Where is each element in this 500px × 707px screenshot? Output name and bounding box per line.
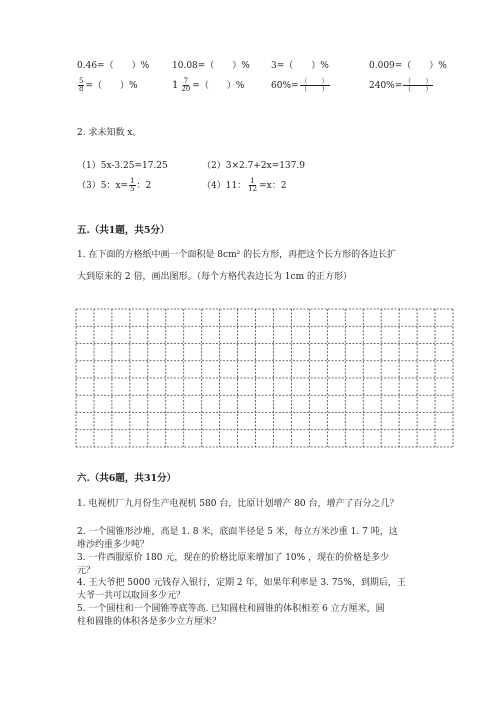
fraction-numerator: 5 [79, 77, 84, 85]
question-2-title: 2. 求未知数 x。 [77, 128, 142, 138]
fraction-denominator: 12 [248, 185, 258, 193]
section-6-question-1: 1. 电视机厂九月份生产电视机 580 台，比原计划增产 80 台，增产了百分之几？ [77, 499, 399, 509]
equation-4 [202, 178, 286, 193]
percent-prefix: 60%= [271, 81, 299, 91]
section-6-question-4 [77, 577, 482, 603]
conversion-240-percent [369, 78, 434, 93]
fraction [180, 78, 191, 93]
equation-4-left: （4）11： [202, 181, 247, 191]
conversion-1-7-20 [172, 78, 244, 93]
conversion-10.08: 10.08=（ ）% [172, 61, 250, 71]
section-5-title: 五.（共1题，共5分） [77, 225, 170, 236]
mixed-whole: 1 [172, 80, 179, 91]
section-5-question [77, 244, 477, 288]
conversion-60-percent [271, 78, 331, 93]
conversion-blank: =（ ）% [85, 81, 138, 91]
question-4-line-2: 大爷一共可以取回多少元？ [77, 591, 186, 601]
fraction-denominator: 5 [130, 185, 135, 193]
fraction-numerator: 7 [183, 77, 189, 85]
fraction-numerator: （ ） [300, 77, 329, 85]
section-6-question-2 [77, 526, 482, 552]
fraction-numerator: 1 [130, 177, 135, 185]
equation-3-left: （3）5：x= [77, 181, 129, 191]
grid-paper[interactable] [75, 308, 454, 451]
conversion-5-8 [77, 78, 138, 93]
fraction-numerator: 1 [250, 177, 255, 185]
fraction [129, 178, 135, 193]
fraction [403, 78, 433, 93]
fraction [78, 78, 84, 93]
question-2-line-1: 2. 一个圆锥形沙堆，高是 1. 8 米，底面半径是 5 米，每立方米沙重 1. 7 吨，这 [77, 527, 398, 537]
fraction-denominator: （ ） [300, 85, 329, 93]
question-3-line-1: 3. 一件西服原价 180 元，现在的价格比原来增加了 10% ，现在的价格是多少 [77, 553, 390, 563]
conversion-0.46: 0.46=（ ）% [77, 61, 150, 71]
grid-svg [75, 308, 454, 448]
section-5-line-1: 1. 在下面的方格纸中画一个面积是 8cm² 的长方形，再把这个长方形的各边长扩 [77, 250, 397, 260]
equation-1: （1）5x-3.25=17.25 [77, 161, 168, 171]
fraction-denominator: 20 [181, 85, 191, 93]
section-6-question-5 [77, 603, 482, 629]
fraction-numerator: （ ） [404, 77, 433, 85]
question-3-line-2: 元？ [77, 566, 96, 576]
fraction-denominator: 8 [79, 85, 84, 93]
section-5-line-2: 大到原来的 2 倍，画出图形。（每个方格代表边长为 1cm 的正方形） [77, 272, 352, 282]
equation-2: （2）3×2.7+2x=137.9 [202, 161, 305, 171]
equation-3 [77, 178, 151, 193]
conversion-3: 3=（ ）% [271, 61, 329, 71]
section-6-question-3 [77, 552, 482, 578]
fraction-denominator: （ ） [404, 85, 433, 93]
percent-prefix: 240%= [369, 81, 403, 91]
question-4-line-1: 4. 王大爷把 5000 元钱存入银行，定期 2 年，如果年利率是 3. 75%，到期后，王 [77, 578, 406, 588]
question-5-line-2: 柱和圆锥的体积各是多少立方厘米？ [77, 617, 222, 627]
section-6-title: 六.（共6题，共31分） [77, 473, 177, 484]
fraction [247, 178, 258, 193]
conversion-blank: =（ ）% [192, 81, 245, 91]
question-5-line-1: 5. 一个圆柱和一个圆锥等底等高. 已知圆柱和圆锥的体积相差 6 立方厘米，圆 [77, 604, 385, 614]
fraction [300, 78, 330, 93]
equation-3-right: ：2 [136, 181, 152, 191]
equation-4-right: =x：2 [259, 181, 287, 191]
mixed-number [172, 78, 192, 93]
question-2-line-2: 堆沙约重多少吨？ [77, 540, 150, 550]
conversion-0.009: 0.009=（ ）% [369, 61, 447, 71]
